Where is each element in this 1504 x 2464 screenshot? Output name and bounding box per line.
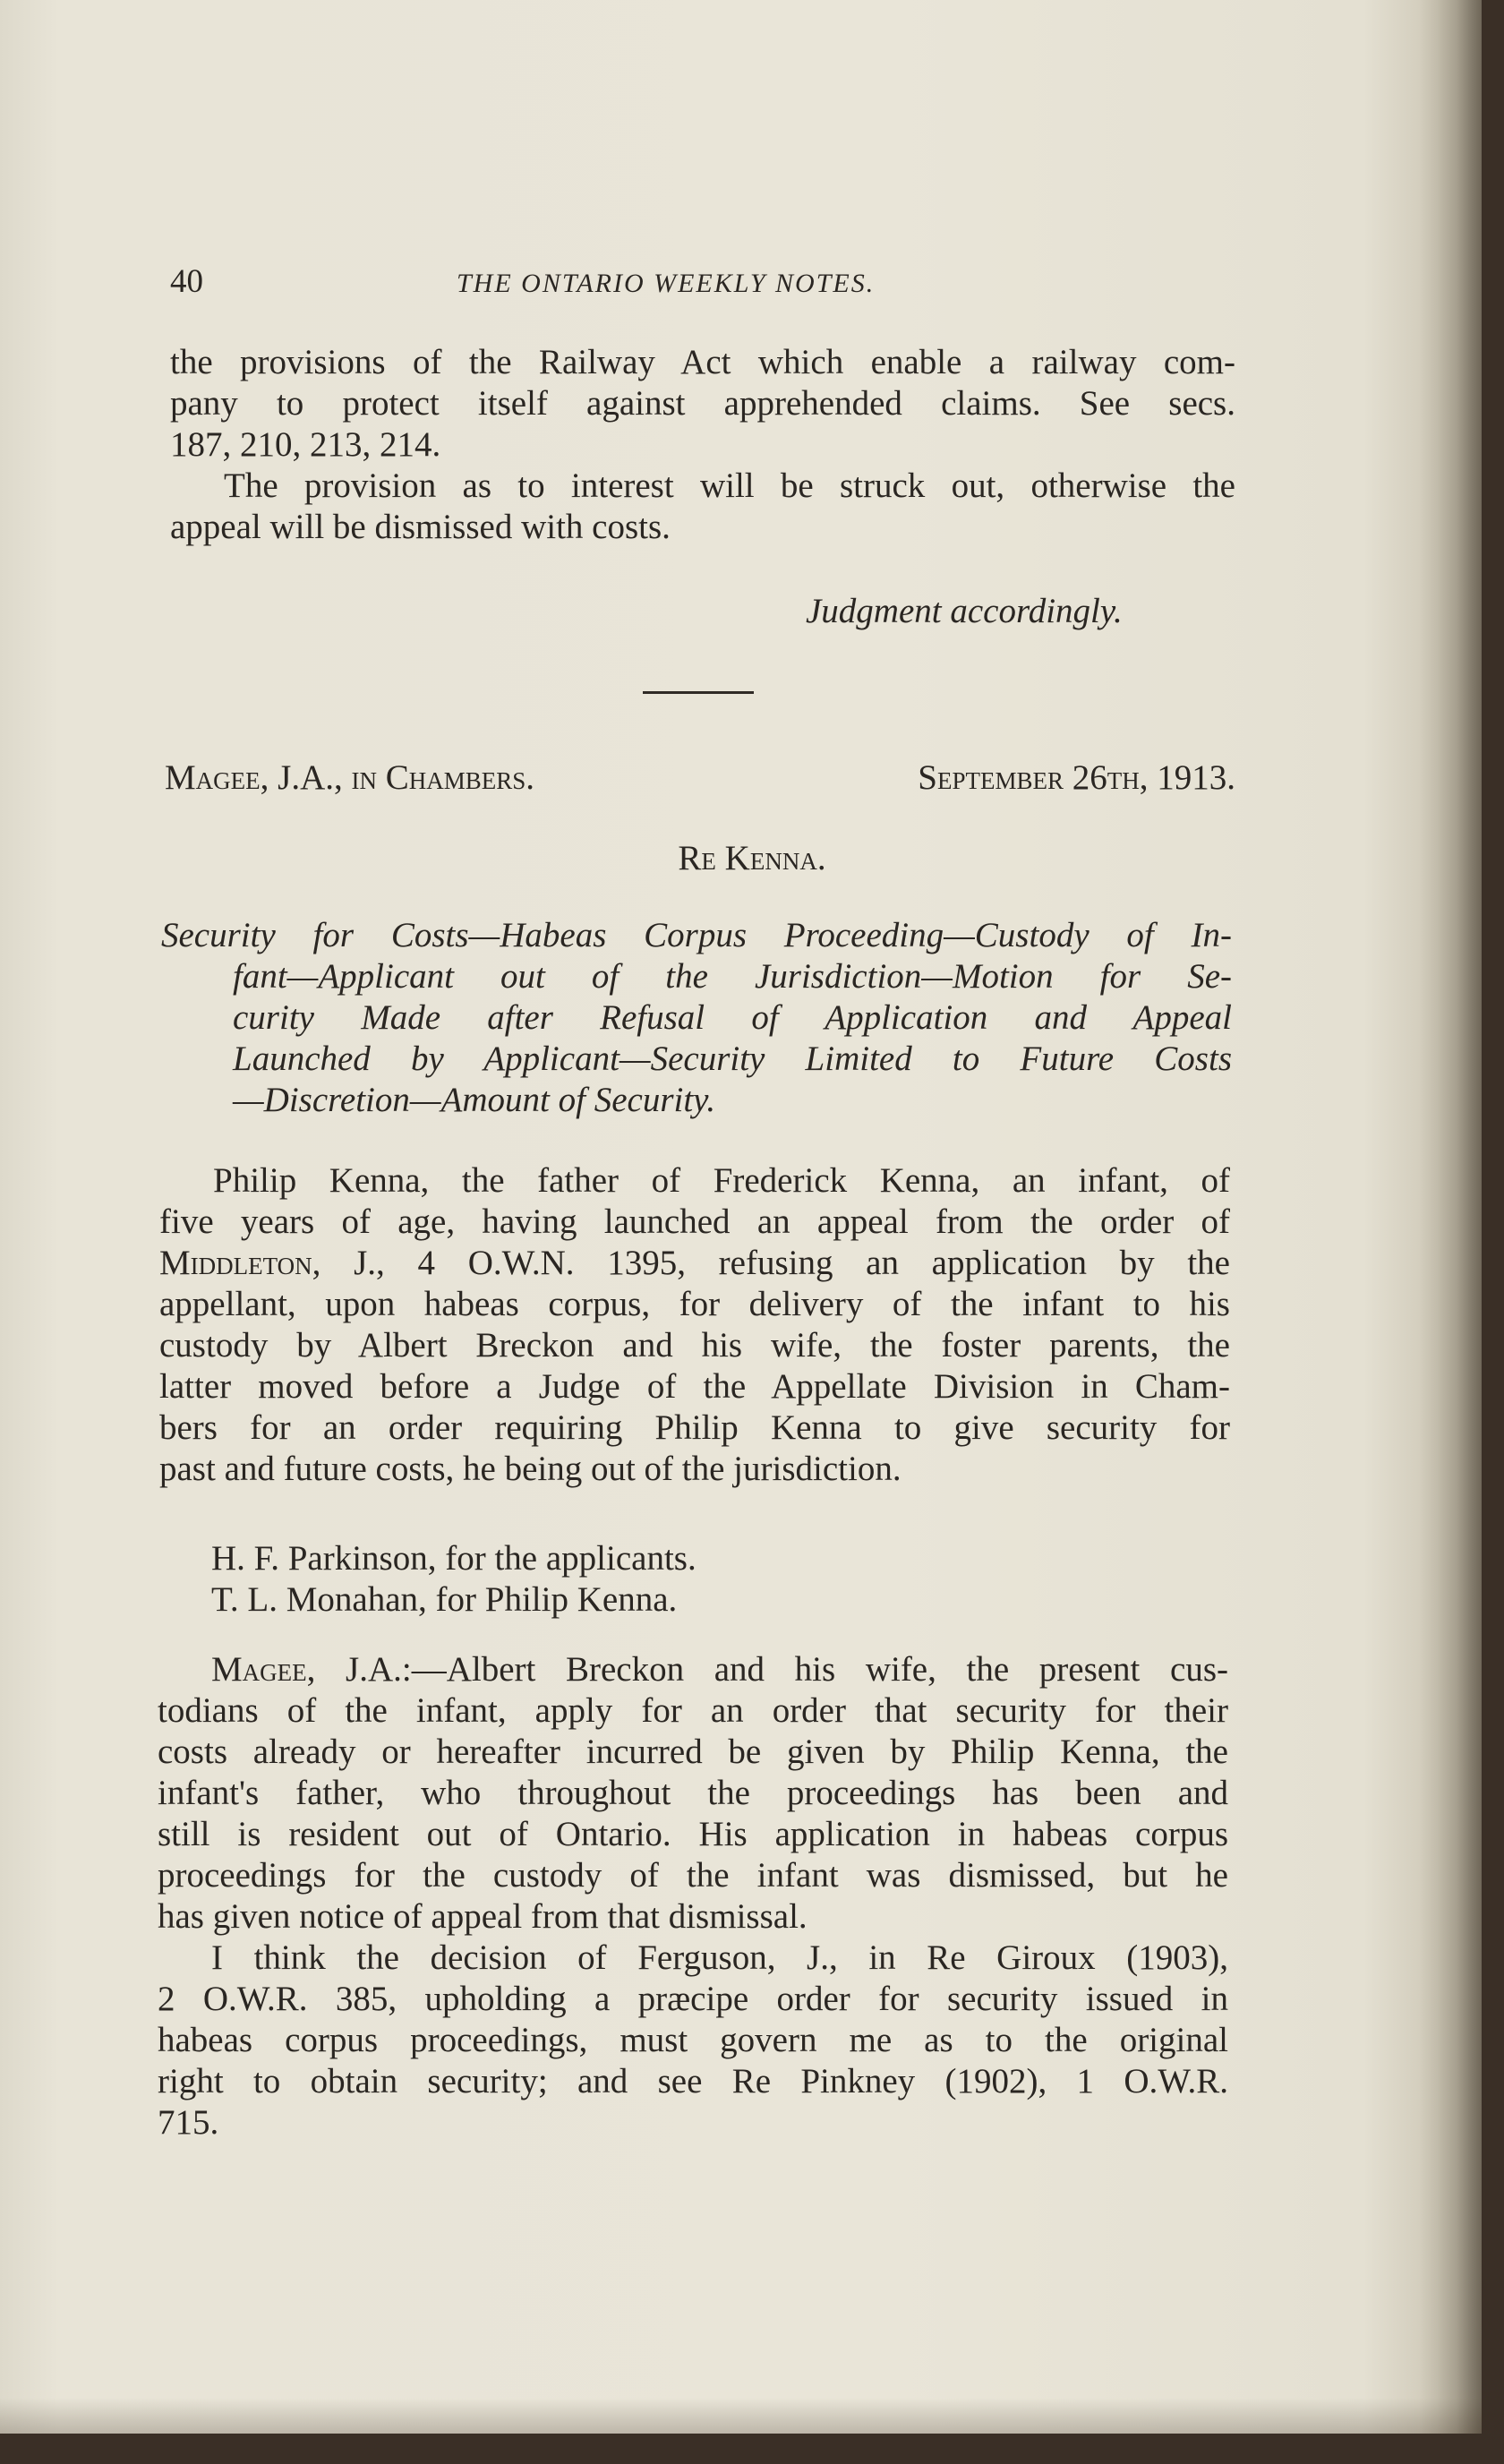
text-line: the provisions of the Railway Act which enable a railway com-: [170, 343, 1235, 381]
text-line: bers for an order requiring Philip Kenna to give security for: [159, 1408, 1230, 1447]
judge-name: Magee: [211, 1650, 307, 1689]
text-line: appeal will be dismissed with costs.: [170, 508, 671, 546]
running-head: THE ONTARIO WEEKLY NOTES.: [457, 269, 876, 298]
text-line: 715.: [158, 2103, 219, 2142]
facts-paragraph: [159, 1160, 1230, 1490]
counsel-line: H. F. Parkinson, for the applicants.: [211, 1539, 696, 1578]
page-bottom-edge: [0, 2398, 1482, 2434]
text-line: custody by Albert Breckon and his wife, the foster parents, the: [159, 1326, 1230, 1365]
text-line: Philip Kenna, the father of Frederick Kenna, an infant, of: [213, 1161, 1230, 1200]
text-line: still is resident out of Ontario. His application in habeas corpus: [158, 1815, 1228, 1853]
page-number: 40: [170, 263, 203, 300]
text-line: The provision as to interest will be struck out, otherwise the: [224, 466, 1235, 505]
text-line: 187, 210, 213, 214.: [170, 425, 441, 464]
counsel-line: T. L. Monahan, for Philip Kenna.: [211, 1580, 678, 1619]
text-line: pany to protect itself against apprehended claims. See secs.: [170, 384, 1235, 423]
text-line: five years of age, having launched an appeal from the order of: [159, 1202, 1230, 1241]
text-line: appellant, upon habeas corpus, for delivery of the infant to his: [159, 1285, 1230, 1323]
case-title: Re Kenna.: [678, 839, 826, 877]
text-line: infant's father, who throughout the proceedings has been and: [158, 1774, 1228, 1812]
text-line: latter moved before a Judge of the Appellate Division in Cham-: [159, 1367, 1230, 1406]
text-line: habeas corpus proceedings, must govern me as to the original: [158, 2021, 1228, 2059]
date-line: September 26th, 1913.: [918, 758, 1235, 797]
headnote-line: Security for Costs—Habeas Corpus Proceeding—Custody of In-: [161, 916, 1232, 954]
page-header: [170, 261, 1235, 306]
text-fragment: , J., 4 O.W.N. 1395, refusing an application by the: [312, 1244, 1230, 1282]
text-line: past and future costs, he being out of the jurisdiction.: [159, 1450, 902, 1488]
headnote-line: curity Made after Refusal of Application and Appeal: [233, 998, 1232, 1037]
judgment-body: [158, 1649, 1228, 2143]
judge-line: Magee, J.A., in Chambers.: [165, 758, 535, 797]
headnote-line: —Discretion—Amount of Security.: [233, 1081, 716, 1119]
text-line: right to obtain security; and see Re Pinkney (1902), 1 O.W.R.: [158, 2062, 1228, 2100]
text-line: [159, 1243, 1230, 1284]
text-line: I think the decision of Ferguson, J., in Re Giroux (1903),: [211, 1938, 1228, 1977]
counsel-list: [211, 1538, 1232, 1621]
text-fragment: , J.A.:—Albert Breckon and his wife, the present cus-: [306, 1650, 1228, 1689]
text-line: [158, 1649, 1228, 1690]
text-line: costs already or hereafter incurred be given by Philip Kenna, the: [158, 1732, 1228, 1771]
headnote-line: fant—Applicant out of the Jurisdiction—Motion for Se-: [233, 957, 1232, 996]
text-line: todians of the infant, apply for an order that security for their: [158, 1691, 1228, 1730]
judge-name: Middleton: [159, 1244, 312, 1282]
text-line: has given notice of appeal from that dismissal.: [158, 1897, 808, 1936]
case-meta-row: [165, 757, 1235, 802]
page-spine-shadow: [1419, 0, 1482, 2434]
section-divider: [643, 691, 754, 694]
previous-case-ending: [170, 342, 1235, 548]
headnote: [161, 915, 1232, 1121]
text-line: proceedings for the custody of the infant was dismissed, but he: [158, 1856, 1228, 1895]
headnote-line: Launched by Applicant—Security Limited to Future Costs: [233, 1040, 1232, 1078]
disposition: Judgment accordingly.: [806, 592, 1123, 630]
text-line: 2 O.W.R. 385, upholding a præcipe order for security issued in: [158, 1980, 1228, 2018]
